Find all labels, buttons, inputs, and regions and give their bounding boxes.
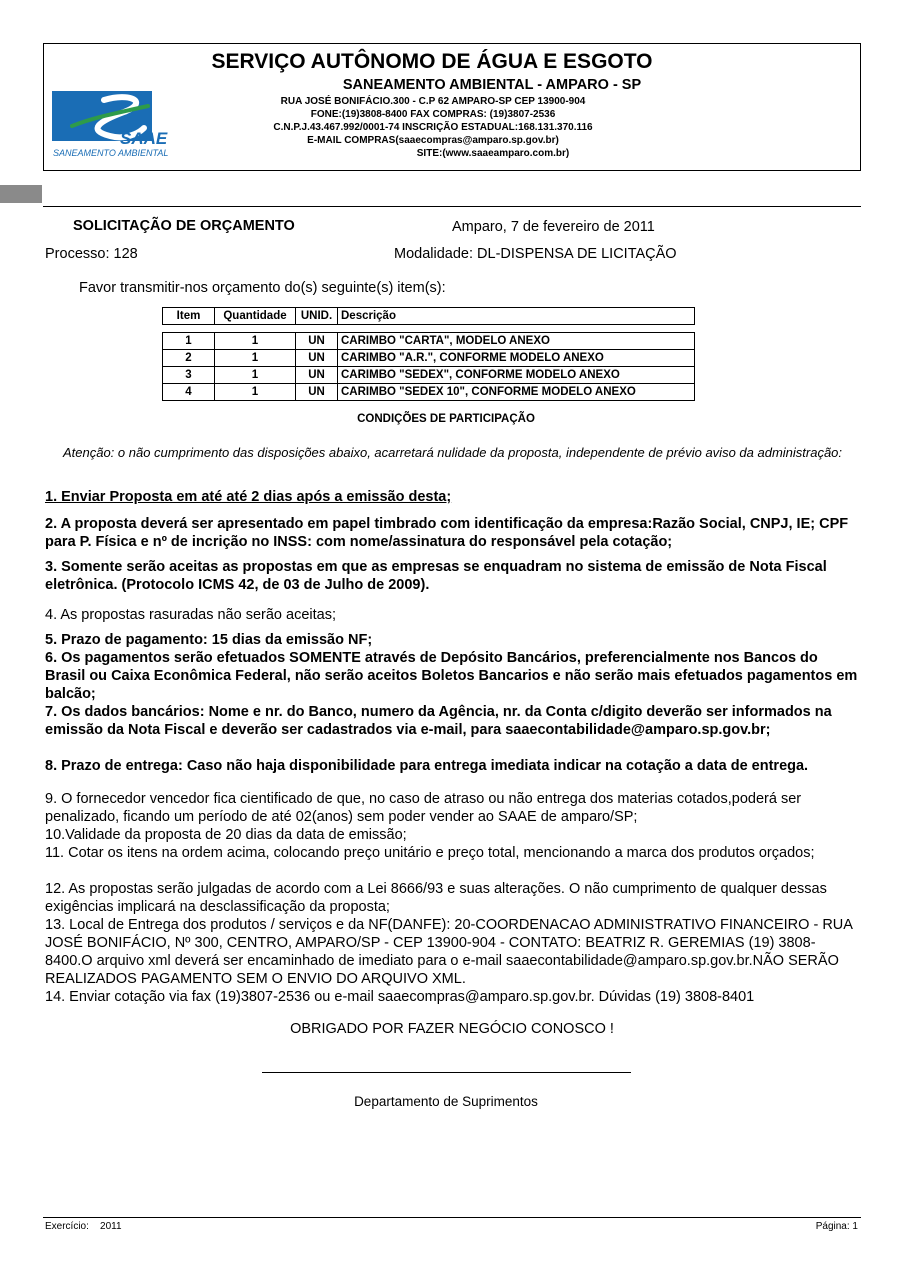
header-description: Descrição (338, 308, 695, 325)
cell-description: CARIMBO "A.R.", CONFORME MODELO ANEXO (338, 350, 695, 367)
department-name: Departamento de Suprimentos (354, 1094, 538, 1109)
condition-9: 9. O fornecedor vencedor fica cientificado de que, no caso de atraso ou não entrega dos materias cotados,poderá ser penalizado, ficando um período de até 02(anos) sem poder vender ao SAAE de amparo/SP; (45, 791, 802, 825)
thanks-message: OBRIGADO POR FAZER NEGÓCIO CONOSCO ! (290, 1021, 614, 1037)
cell-item: 2 (163, 350, 215, 367)
cell-quantity: 1 (215, 384, 296, 401)
header-divider (43, 206, 861, 207)
cell-unit: UN (296, 333, 338, 350)
organization-cnpj: C.N.P.J.43.467.992/0001-74 INSCRIÇÃO ESTADUAL:168.131.370.116 (273, 122, 593, 133)
signature-line (262, 1072, 631, 1073)
table-row (163, 367, 695, 384)
footer-divider (43, 1217, 861, 1218)
cell-description: CARIMBO "SEDEX", CONFORME MODELO ANEXO (338, 367, 695, 384)
cell-unit: UN (296, 350, 338, 367)
condition-14: 14. Enviar cotação via fax (19)3807-2536 ou e-mail saaecompras@amparo.sp.gov.br. Dúvidas (19) 3808-8401 (45, 989, 755, 1005)
organization-email: E-MAIL COMPRAS(saaecompras@amparo.sp.gov.br) (307, 135, 559, 146)
items-table (162, 332, 695, 401)
header-item: Item (163, 308, 215, 325)
condition-8: 8. Prazo de entrega: Caso não haja disponibilidade para entrega imediata indicar na cotação a data de entrega. (45, 758, 809, 774)
logo-wordmark: SAAE (120, 129, 168, 148)
condition-11: 11. Cotar os itens na ordem acima, colocando preço unitário e preço total, mencionando a marca dos produtos orçados; (45, 845, 815, 861)
table-row (163, 333, 695, 350)
condition-6: 6. Os pagamentos serão efetuados SOMENTE através de Depósito Bancários, preferencialmente nos Bancos do Brasil ou Caixa Econômica Federal, não serão aceitos Boletos Bancarios e não serão mais efetuados pagamentos em balcão; (45, 650, 858, 702)
condition-2: 2. A proposta deverá ser apresentado em papel timbrado com identificação da empresa:Razão Social, CNPJ, IE; CPF para P. Física e nº de incrição no INSS: com nome/assinatura do responsável pela cotação; (45, 516, 849, 550)
request-date: Amparo, 7 de fevereiro de 2011 (452, 219, 655, 235)
table-row (163, 384, 695, 401)
cell-quantity: 1 (215, 367, 296, 384)
condition-12: 12. As propostas serão julgadas de acordo com a Lei 8666/93 e suas alterações. O não cumprimento de qualquer dessas exigências implicará na desclassificação da proposta; (45, 881, 827, 915)
header-unit: UNID. (296, 308, 338, 325)
logo-tagline: SANEAMENTO AMBIENTAL (53, 148, 169, 158)
page-number: Página: 1 (815, 1221, 858, 1232)
request-title: SOLICITAÇÃO DE ORÇAMENTO (73, 218, 295, 234)
organization-subtitle: SANEAMENTO AMBIENTAL - AMPARO - SP (342, 77, 642, 93)
cell-unit: UN (296, 384, 338, 401)
condition-3: 3. Somente serão aceitas as propostas em que as empresas se enquadram no sistema de emissão de Nota Fiscal eletrônica. (Protocolo ICMS 42, de 03 de Julho de 2009). (45, 559, 827, 593)
margin-marker (0, 185, 42, 203)
condition-5: 5. Prazo de pagamento: 15 dias da emissão NF; (45, 632, 373, 648)
organization-address: RUA JOSÉ BONIFÁCIO.300 - C.P 62 AMPARO-SP CEP 13900-904 (280, 96, 586, 107)
process-number: Processo: 128 (45, 246, 138, 262)
cell-item: 4 (163, 384, 215, 401)
exercise-year: Exercício: 2011 (45, 1221, 122, 1232)
conditions-title: CONDIÇÕES DE PARTICIPAÇÃO (357, 413, 535, 425)
cell-quantity: 1 (215, 350, 296, 367)
organization-name: SERVIÇO AUTÔNOMO DE ÁGUA E ESGOTO (211, 50, 653, 73)
condition-10: 10.Validade da proposta de 20 dias da data de emissão; (45, 827, 407, 843)
modality: Modalidade: DL-DISPENSA DE LICITAÇÃO (394, 246, 677, 262)
items-table-header (162, 307, 695, 325)
cell-unit: UN (296, 367, 338, 384)
cell-quantity: 1 (215, 333, 296, 350)
cell-description: CARIMBO "CARTA", MODELO ANEXO (338, 333, 695, 350)
organization-phone: FONE:(19)3808-8400 FAX COMPRAS: (19)3807-2536 (310, 109, 556, 120)
organization-site: SITE:(www.saaeamparo.com.br) (416, 148, 570, 159)
condition-7: 7. Os dados bancários: Nome e nr. do Banco, numero da Agência, nr. da Conta c/digito deverão ser informados na emissão da Nota Fiscal e deverão ser cadastrados via e-mail, para saaecontabilidade@amparo.sp.gov.br; (45, 704, 832, 738)
table-row (163, 350, 695, 367)
condition-1: 1. Enviar Proposta em até até 2 dias após a emissão desta; (45, 489, 452, 505)
header-quantity: Quantidade (215, 308, 296, 325)
cell-description: CARIMBO "SEDEX 10", CONFORME MODELO ANEXO (338, 384, 695, 401)
condition-4: 4. As propostas rasuradas não serão aceitas; (45, 607, 336, 623)
cell-item: 1 (163, 333, 215, 350)
condition-13: 13. Local de Entrega dos produtos / serviços e da NF(DANFE): 20-COORDENACAO ADMINISTRATIVO FINANCEIRO - RUA JOSÉ BONIFÁCIO, Nº 300, CENTRO, AMPARO/SP - CEP 13900-904 - CONTATO: BEATRIZ R. GEREMIAS (19) 3808-8400.O arquivo xml deverá ser encaminhado de imediato para o e-mail saaecontabilidade@amparo.sp.gov.br.NÃO SERÃO REALIZADOS PAGAMENTO SEM O ENVIO DO ARQUIVO XML. (45, 917, 853, 987)
cell-item: 3 (163, 367, 215, 384)
request-intro: Favor transmitir-nos orçamento do(s) seguinte(s) item(s): (79, 280, 446, 296)
attention-note: Atenção: o não cumprimento das disposições abaixo, acarretará nulidade da proposta, independente de prévio aviso da administração: (62, 445, 843, 460)
